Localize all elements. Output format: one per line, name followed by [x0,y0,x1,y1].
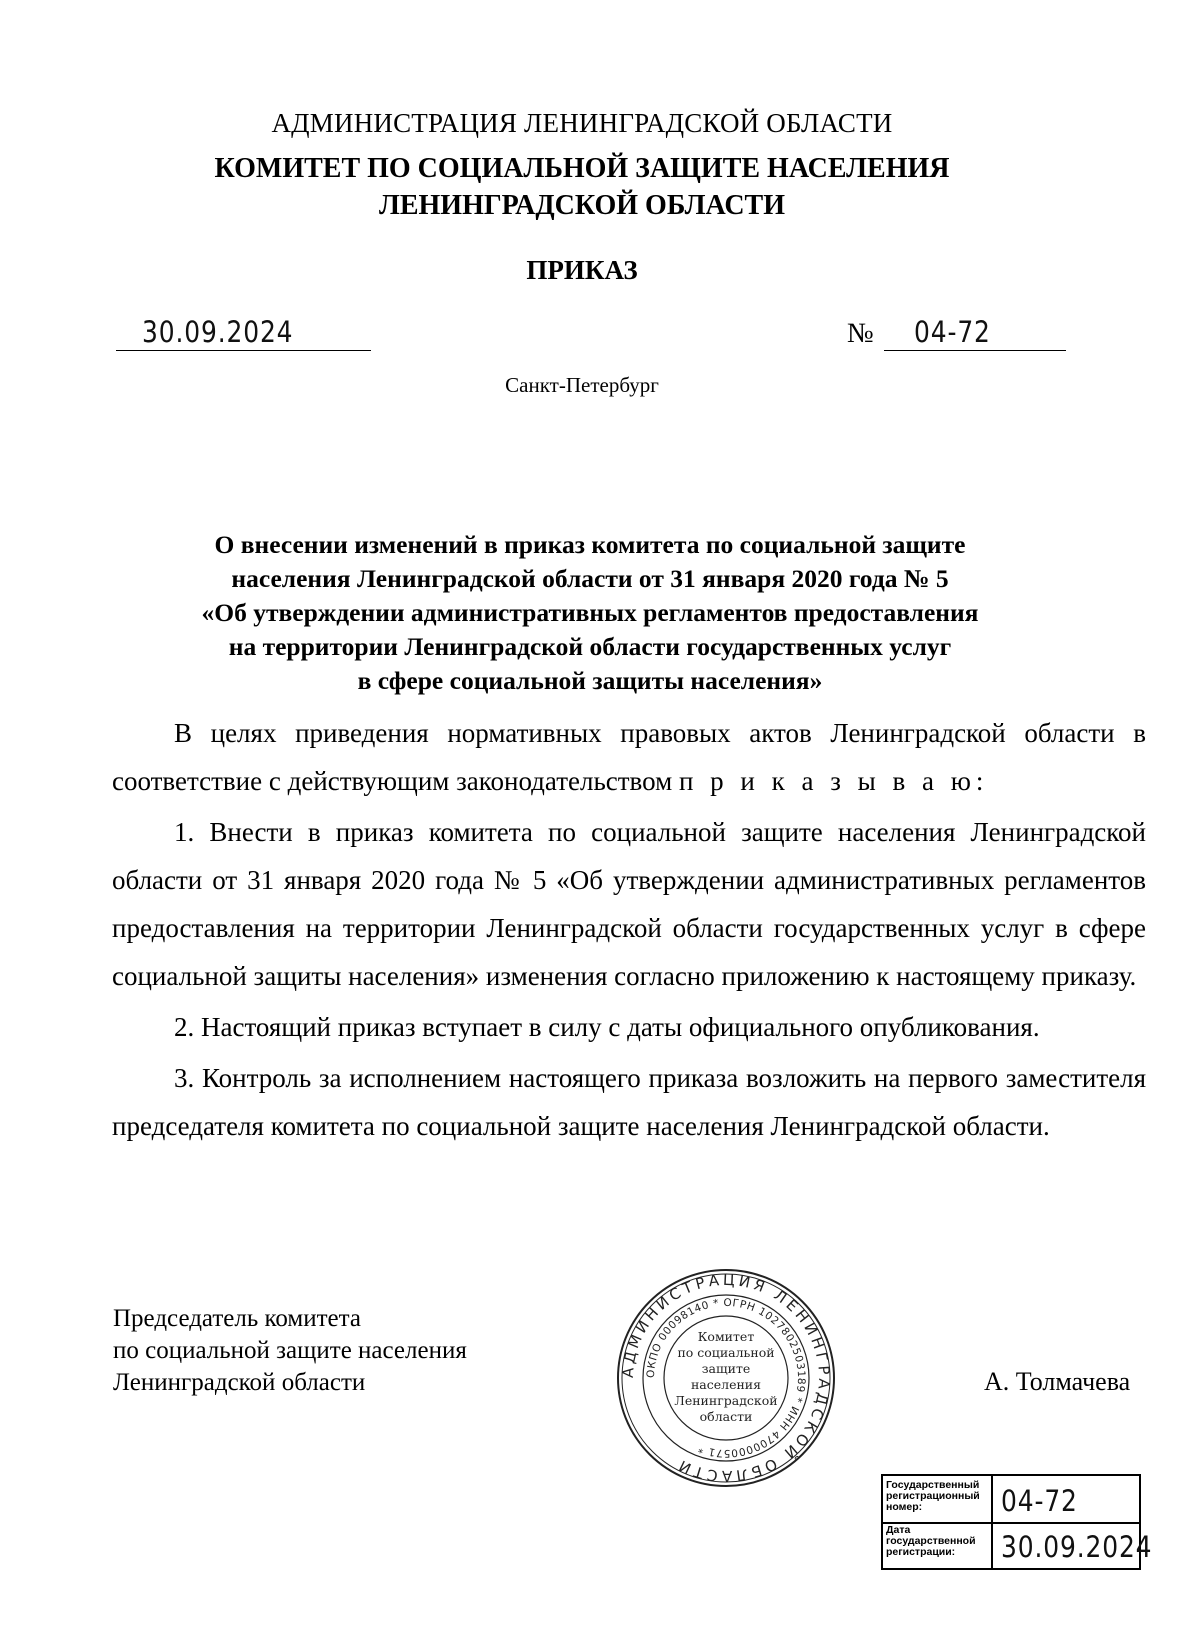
registration-number-value-cell [1001,1484,1090,1518]
registration-stamp [881,1474,1153,1570]
registration-number-label: Государственный регистрационный номер: [886,1479,980,1513]
subject-line-5: в сфере социальной защиты населения» [357,666,823,695]
order-body [112,709,1146,1153]
order-item-3: 3. Контроль за исполнением настоящего приказа возложить на первого заместителя председателя комитета по социальной защите населения Ленинградской области. [112,1063,1146,1141]
subject-line-3: «Об утверждении административных регламентов предоставления [201,598,979,627]
signer-name: А. Толмачева [984,1367,1131,1396]
registration-date-row [883,1522,1153,1568]
committee-line-2: ЛЕНИНГРАДСКОЙ ОБЛАСТИ [378,190,786,221]
city: Санкт-Петербург [505,373,659,397]
preamble-text: В целях приведения нормативных правовых актов Ленинградской области в соответствие с действующим законодательством [112,718,1146,796]
subject-line-1: О внесении изменений в приказ комитета по социальной защите [214,530,966,559]
document-type: ПРИКАЗ [526,255,638,285]
seal-center-line-2: по социальной [677,1345,775,1360]
order-subject [130,528,1050,698]
seal-outer-text: АДМИНИСТРАЦИЯ ЛЕНИНГРАДСКОЙ ОБЛАСТИ [618,1270,834,1486]
seal-ring-text: ОКПО 00098140 * ОГРН 1027802503189 * ИНН 4700000571 * [644,1296,808,1460]
registration-date-value: 30.09.2024 [1001,1530,1153,1564]
committee-header [0,150,1164,224]
signer-position-line-1: Председатель комитета [113,1305,361,1332]
registration-divider [991,1522,993,1568]
official-seal [614,1266,838,1490]
order-date-field [116,312,371,351]
registration-date-label: Дата государственной регистрации: [886,1524,976,1558]
seal-center-line-6: области [699,1409,753,1424]
order-number: 04-72 [914,315,991,349]
order-date: 30.09.2024 [142,315,294,349]
order-item-2: 2. Настоящий приказ вступает в силу с даты официального опубликования. [174,1012,1040,1042]
seal-center-line-4: населения [690,1377,762,1392]
committee-line-1: КОМИТЕТ ПО СОЦИАЛЬНОЙ ЗАЩИТЕ НАСЕЛЕНИЯ [214,153,950,184]
signer-position-line-2: по социальной защите населения [113,1337,467,1364]
administration-header: АДМИНИСТРАЦИЯ ЛЕНИНГРАДСКОЙ ОБЛАСТИ [271,108,893,138]
order-item-1: 1. Внести в приказ комитета по социальной защите населения Ленинградской области от 31 января 2020 года № 5 «Об утверждении административных регламентов предоставления на территории Ленинградской области государственных услуг в сфере социальной защиты населения» изменения согласно приложению к настоящему приказу. [112,817,1146,991]
signer-position-line-3: Ленинградской области [113,1369,366,1396]
seal-center-line-5: Ленинградской [674,1393,778,1408]
registration-number-value: 04-72 [1001,1484,1078,1518]
preamble-keyword: п р и к а з ы в а ю: [678,766,989,796]
signer-position [113,1303,467,1399]
seal-center-line-3: защите [701,1361,751,1376]
preamble-paragraph [112,709,1146,805]
subject-line-2: населения Ленинградской области от 31 января 2020 года № 5 [231,564,949,593]
registration-divider [991,1476,993,1522]
subject-line-4: на территории Ленинградской области государственных услуг [228,632,952,661]
number-sign: № [847,318,874,349]
registration-number-row [883,1476,1139,1524]
registration-date-value-cell [1001,1530,1177,1564]
seal-center-line-1: Комитет [697,1329,755,1344]
order-number-field [884,312,1066,351]
